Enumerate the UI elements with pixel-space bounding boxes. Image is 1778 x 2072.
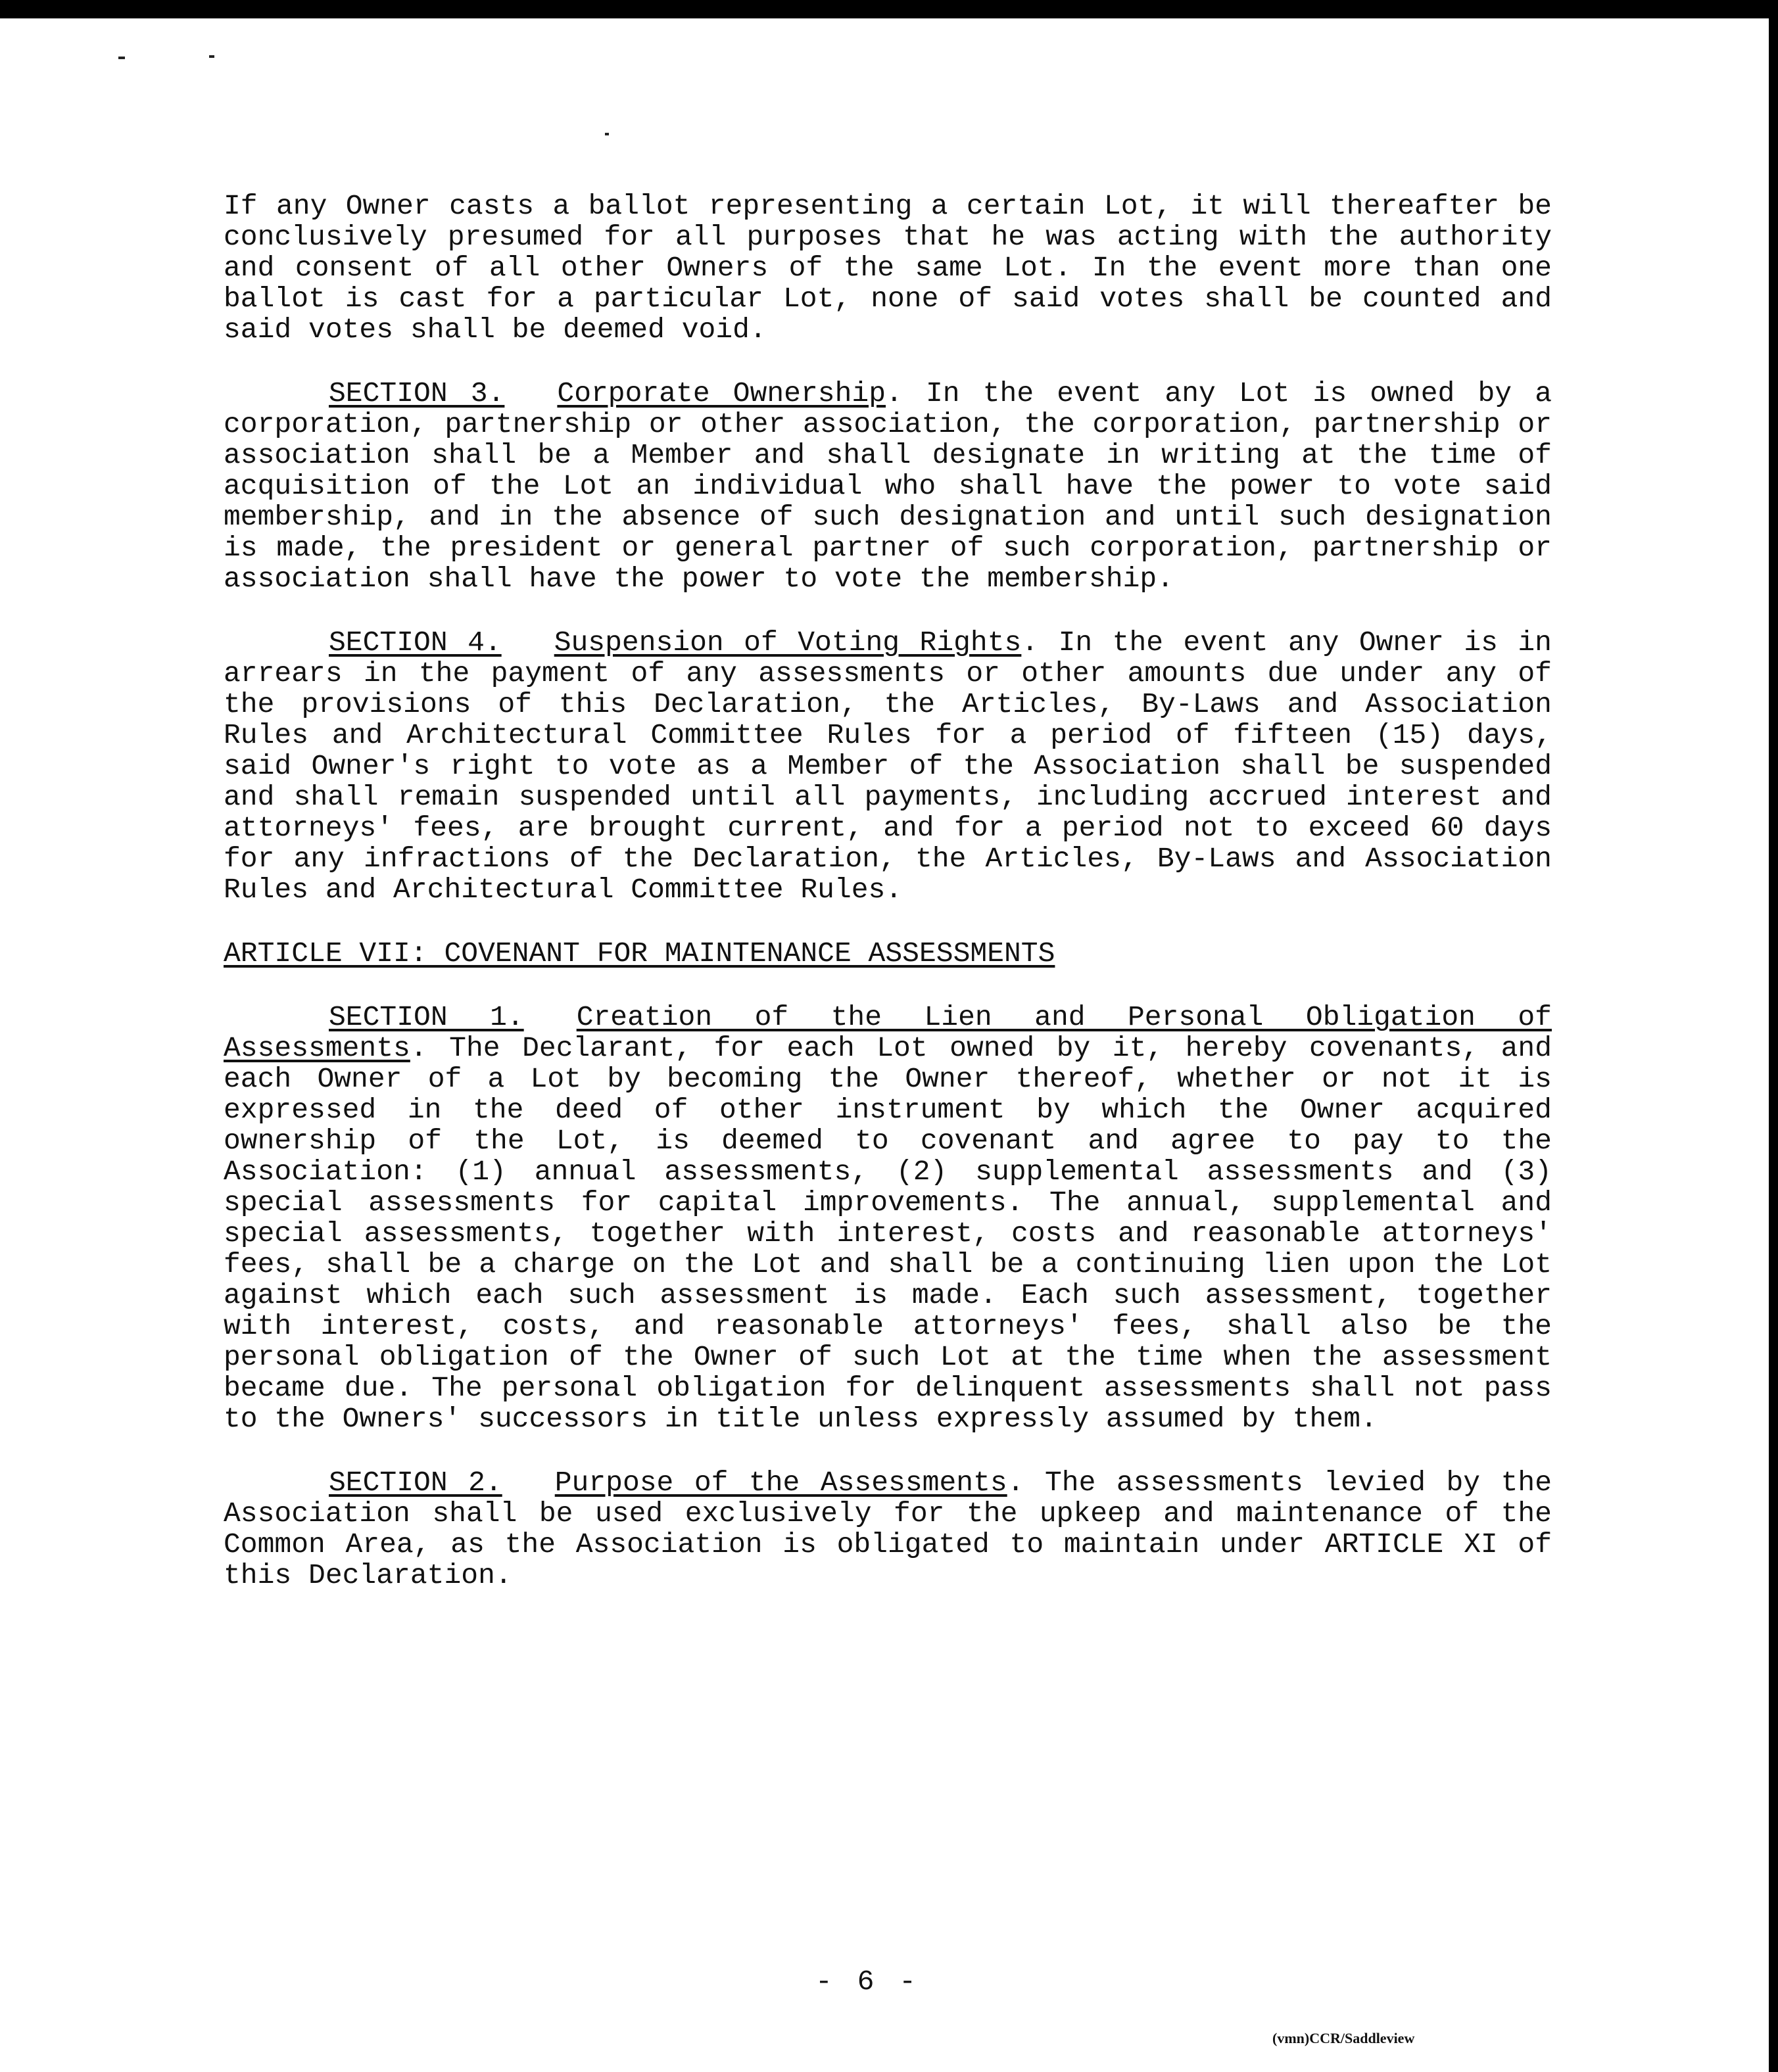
section-body: . The assessments levied by the Association shall be used exclusively for the upkeep and maintenance of the Common Area, as the Association is obligated to maintain under ARTICLE XI of this Declaration. <box>224 1467 1552 1591</box>
section-number: SECTION 1. <box>329 1001 524 1033</box>
paragraph-text: If any Owner casts a ballot representing a certain Lot, it will thereafter be conclusively presumed for all purposes that he was acting with the authority and consent of all other Owners of the same Lot. In the event more than one ballot is cast for a particular Lot, none of said votes shall be counted and said votes shall be deemed void. <box>224 190 1552 346</box>
section-number: SECTION 3. <box>329 377 505 410</box>
article-vii-section-2-paragraph <box>224 1467 1552 1591</box>
document-code: (vmn)CCR/Saddleview <box>1272 2030 1415 2046</box>
section-number: SECTION 2. <box>329 1467 502 1499</box>
section-body: . In the event any Lot is owned by a corporation, partnership or other association, the corporation, partnership or association shall be a Member and shall designate in writing at the time of acquisition of the Lot an individual who shall have the power to vote said membership, and in the absence of such designation and until such designation is made, the president or general partner of such corporation, partnership or association shall have the power to vote the membership. <box>224 377 1552 595</box>
section-4-paragraph <box>224 627 1552 905</box>
scan-speck <box>605 133 609 135</box>
section-title: Suspension of Voting Rights <box>554 626 1022 659</box>
scan-speck <box>209 55 214 58</box>
section-title: Creation of the Lien and Personal Obligation of Assessments <box>224 1001 1552 1064</box>
scan-speck <box>118 57 125 59</box>
section-number: SECTION 4. <box>329 626 502 659</box>
article-vii-section-1-paragraph <box>224 1002 1552 1434</box>
section-title: Purpose of the Assessments <box>554 1467 1007 1499</box>
section-title: Corporate Ownership <box>557 377 886 410</box>
page-number: - 6 - <box>815 1966 921 1998</box>
document-body <box>224 191 1552 1591</box>
section-body: . The Declarant, for each Lot owned by it, hereby covenants, and each Owner of a Lot by becoming the Owner thereof, whether or not it is expressed in the deed of other instrument by which the Owner acquired ownership of the Lot, is deemed to covenant and agree to pay to the Association: (1) annual assessments, (2) supplemental assessments and (3) special assessments for capital improvements. The annual, supplemental and special assessments, together with interest, costs and reasonable attorneys' fees, shall be a charge on the Lot and shall be a continuing lien upon the Lot against which each such assessment is made. Each such assessment, together with interest, costs, and reasonable attorneys' fees, shall also be the personal obligation of the Owner of such Lot at the time when the assessment became due. The personal obligation for delinquent assessments shall not pass to the Owners' successors in title unless expressly assumed by them. <box>224 1032 1552 1435</box>
section-vi-tail-paragraph <box>224 191 1552 345</box>
article-heading: ARTICLE VII: COVENANT FOR MAINTENANCE ASSESSMENTS <box>224 937 1055 970</box>
scan-border-top <box>0 0 1778 18</box>
scan-border-right <box>1769 0 1778 2072</box>
section-body: . In the event any Owner is in arrears in the payment of any assessments or other amounts due under any of the provisions of this Declaration, the Articles, By-Laws and Association Rules and Architectural Committee Rules for a period of fifteen (15) days, said Owner's right to vote as a Member of the Association shall be suspended and shall remain suspended until all payments, including accrued interest and attorneys' fees, are brought current, and for a period not to exceed 60 days for any infractions of the Declaration, the Articles, By-Laws and Association Rules and Architectural Committee Rules. <box>224 626 1552 906</box>
section-3-paragraph <box>224 378 1552 594</box>
